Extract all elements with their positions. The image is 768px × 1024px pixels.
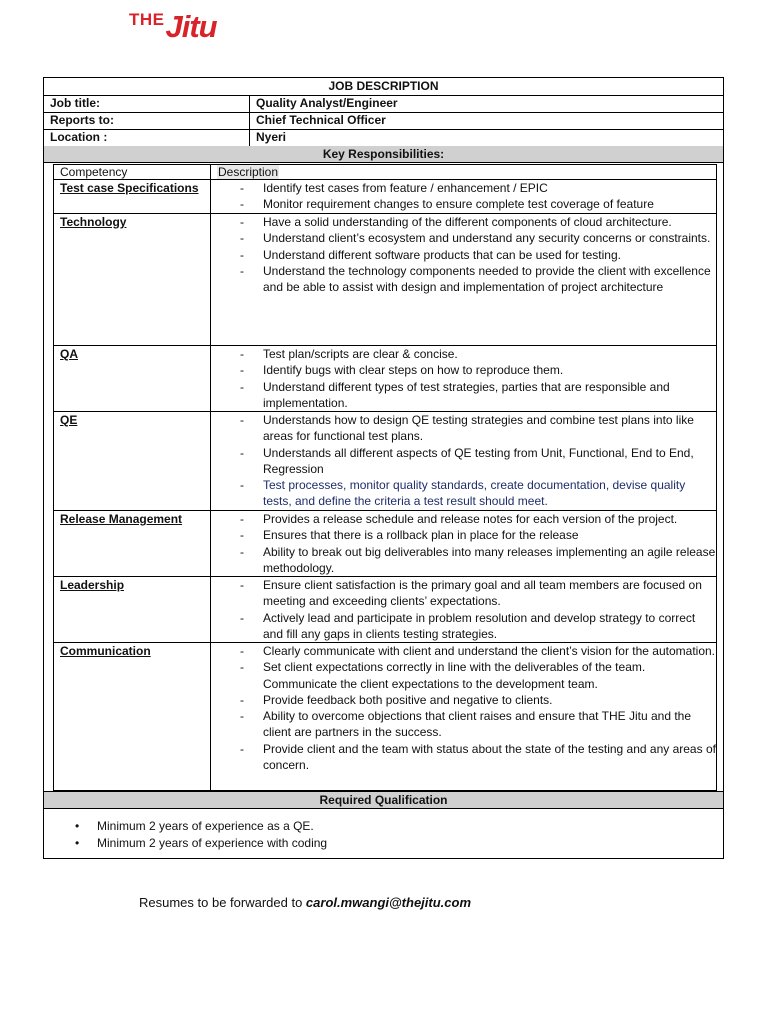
list-item: - Provide client and the team with status about the state of the testing and any areas of concern. <box>240 741 716 773</box>
section-title: Release Management <box>60 512 183 526</box>
list-item: - Test processes, monitor quality standards, create documentation, devise quality tests, and define the criteria a test result should meet. <box>240 478 686 509</box>
list-item: - Understand different types of test strategies, parties that are responsible and implementation. <box>240 379 670 410</box>
field-value: Quality Analyst/Engineer <box>256 96 398 110</box>
list-item: - Actively lead and participate in problem resolution and develop strategy to correct and fill any gaps in clients testing strategies. <box>240 610 696 641</box>
company-logo <box>129 4 217 42</box>
field-label: Reports to: <box>50 113 114 127</box>
list-item: - Ensures that there is a rollback plan in place for the release <box>240 528 579 543</box>
required-qualification-heading: Required Qualification <box>44 791 723 809</box>
section-test-case-specifications <box>53 180 717 214</box>
section-communication <box>53 643 717 791</box>
list-item: - Set client expectations correctly in line with the deliverables of the team. Communicate the client expectations to the development team. <box>240 660 646 691</box>
key-responsibilities-heading: Key Responsibilities: <box>44 146 723 163</box>
list-item: - Understand the technology components needed to provide the client with excellence and be able to assist with design and implementation of project architecture <box>240 263 711 295</box>
section-qe <box>53 412 717 511</box>
list-item: - Provides a release schedule and release notes for each version of the project. <box>240 512 678 526</box>
field-label: Job title: <box>50 96 100 110</box>
resumes-text: Resumes to be forwarded to <box>139 895 306 910</box>
resumes-email[interactable]: carol.mwangi@thejitu.com <box>305 895 472 910</box>
column-description: Description <box>218 165 279 179</box>
section-title: QE <box>60 413 78 427</box>
field-value: Nyeri <box>256 130 287 144</box>
list-item: - Provide feedback both positive and negative to clients. <box>240 692 553 707</box>
field-label: Location : <box>50 130 108 144</box>
list-item: - Ability to break out big deliverables into many releases implementing an agile release methodology. <box>240 544 716 575</box>
list-item: - Monitor requirement changes to ensure complete test coverage of feature <box>240 197 654 212</box>
column-header-row <box>53 164 717 180</box>
section-qa <box>53 346 717 412</box>
list-item: - Understand different software products that can be used for testing. <box>240 247 621 262</box>
section-title: Communication <box>60 644 151 658</box>
list-item: - Clearly communicate with client and understand the client’s vision for the automation. <box>240 644 716 658</box>
list-item: - Ensure client satisfaction is the primary goal and all team members are focused on meeting and exceeding clients’ expectations. <box>240 578 702 609</box>
logo-name: Jitu <box>165 9 217 44</box>
field-reports-to <box>44 112 723 130</box>
section-title: Leadership <box>60 578 125 592</box>
list-item: - Ability to overcome objections that client raises and ensure that THE Jitu and the client are partners in the success. <box>240 709 692 740</box>
section-technology <box>53 214 717 346</box>
qualification-list <box>44 818 723 851</box>
list-item: - Understands how to design QE testing strategies and combine test plans into like areas for functional test plans. <box>240 413 694 444</box>
section-release-management <box>53 511 717 577</box>
list-item: - Identify test cases from feature / enhancement / EPIC <box>240 181 548 195</box>
section-title: QA <box>60 347 78 361</box>
list-item: - Identify bugs with clear steps on how to reproduce them. <box>240 363 564 378</box>
list-item: - Understand client’s ecosystem and understand any security concerns or constraints. <box>240 231 711 246</box>
field-location <box>44 129 723 147</box>
resumes-note <box>139 894 471 912</box>
section-leadership <box>53 577 717 643</box>
job-description-table <box>43 77 724 859</box>
list-item: - Test plan/scripts are clear & concise. <box>240 347 458 361</box>
field-job-title <box>44 95 723 113</box>
list-item: • Minimum 2 years of experience as a QE. <box>75 819 314 833</box>
list-item: • Minimum 2 years of experience with coding <box>75 835 328 850</box>
logo-prefix: THE <box>129 10 165 29</box>
document-title: JOB DESCRIPTION <box>44 78 723 96</box>
list-item: - Have a solid understanding of the different components of cloud architecture. <box>240 215 672 229</box>
column-competency: Competency <box>60 165 128 179</box>
field-value: Chief Technical Officer <box>256 113 386 127</box>
section-title: Test case Specifications <box>60 181 199 195</box>
section-title: Technology <box>60 215 127 229</box>
list-item: - Understands all different aspects of QE testing from Unit, Functional, End to End, Regression <box>240 445 694 476</box>
